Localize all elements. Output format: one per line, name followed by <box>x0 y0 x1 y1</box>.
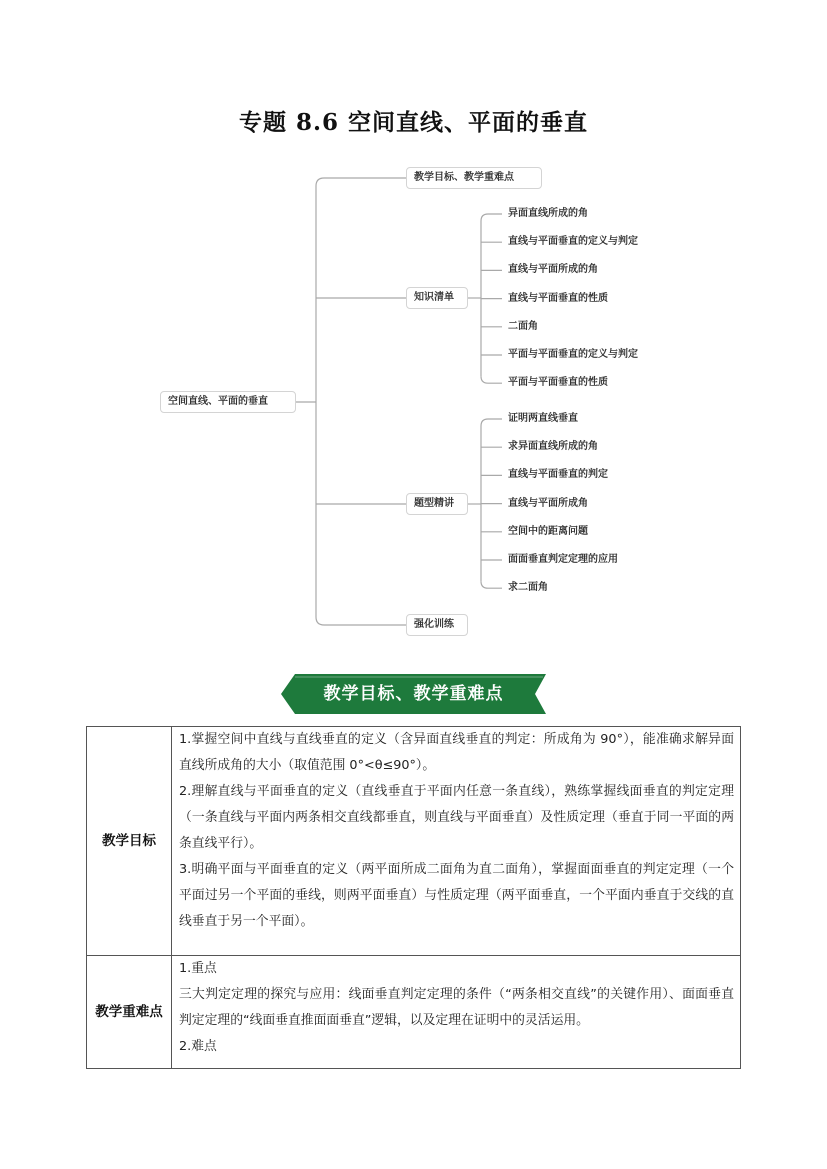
key-point-detail: 三大判定定理的探究与应用：线面垂直判定定理的条件（“两条相交直线”的关键作用）、面面垂直判定定理的“线面垂直推面面垂直”逻辑，以及定理在证明中的灵活运用。 <box>179 987 734 1028</box>
section-banner-title: 教学目标、教学重难点 <box>323 684 504 704</box>
mind-map-leaf: 空间中的距离问题 <box>508 525 588 537</box>
mind-map-leaf: 直线与平面垂直的性质 <box>508 292 608 304</box>
mind-map-branch-teaching-goals: 教学目标、教学重难点 <box>406 167 542 189</box>
mind-map-leaf: 求二面角 <box>508 582 548 594</box>
mind-map-leaf: 异面直线所成的角 <box>508 208 588 219</box>
row-label-key-points: 教学重难点 <box>87 956 172 1069</box>
row-content-goals <box>172 727 741 956</box>
table-row <box>87 727 741 956</box>
mind-map-connectors <box>296 178 502 625</box>
key-point-heading: 1.重点 <box>179 961 217 976</box>
leaf-connector <box>481 214 502 221</box>
goals-table <box>86 726 741 1069</box>
leaf-connector <box>481 581 502 588</box>
mind-map-root: 空间直线、平面的垂直 <box>160 391 296 413</box>
mind-map-leaf: 二面角 <box>508 320 538 332</box>
goal-paragraph-2: 2.理解直线与平面垂直的定义（直线垂直于平面内任意一条直线），熟练掌握线面垂直的判定定理（一条直线与平面内两条相交直线都垂直，则直线与平面垂直）及性质定理（垂直于同一平面的两条直线平行）。 <box>179 784 734 851</box>
leaf-connector <box>481 376 502 383</box>
mind-map-branch-knowledge-list: 知识清单 <box>406 287 468 309</box>
mind-map-branch-problem-types: 题型精讲 <box>406 493 468 515</box>
section-banner <box>281 674 546 714</box>
mind-map-leaf: 直线与平面所成的角 <box>508 264 598 276</box>
branch-connector <box>316 617 406 625</box>
mind-map-leaf: 求异面直线所成的角 <box>508 441 598 453</box>
row-content-key-points <box>172 956 741 1069</box>
table-row <box>87 956 741 1069</box>
mind-map-leaf: 直线与平面垂直的判定 <box>508 469 608 481</box>
goal-paragraph-1: 1.掌握空间中直线与直线垂直的定义（含异面直线垂直的判定：所成角为 90°），能准确求解异面直线所成角的大小（取值范围 0°<θ≤90°）。 <box>179 732 734 773</box>
page-title: 专题 8.6 空间直线、平面的垂直 <box>238 109 589 136</box>
difficulty-heading: 2.难点 <box>179 1039 217 1054</box>
goal-paragraph-3: 3.明确平面与平面垂直的定义（两平面所成二面角为直二面角），掌握面面垂直的判定定理（一个平面过另一个平面的垂线，则两平面垂直）与性质定理（两平面垂直，一个平面内垂直于交线的直线垂直于另一个平面）。 <box>179 862 734 929</box>
mind-map-leaf: 证明两直线垂直 <box>508 413 578 424</box>
mind-map-leaf: 直线与平面垂直的定义与判定 <box>508 236 638 248</box>
mind-map-leaf: 平面与平面垂直的定义与判定 <box>508 349 638 360</box>
leaf-connector <box>481 419 502 426</box>
mind-map-branch-training: 强化训练 <box>406 614 468 636</box>
mind-map-leaf: 面面垂直判定定理的应用 <box>508 554 618 565</box>
mind-map-leaf: 直线与平面所成角 <box>508 497 588 509</box>
row-label-goals: 教学目标 <box>87 727 172 956</box>
branch-connector <box>316 178 406 186</box>
mind-map-leaf: 平面与平面垂直的性质 <box>508 377 608 389</box>
